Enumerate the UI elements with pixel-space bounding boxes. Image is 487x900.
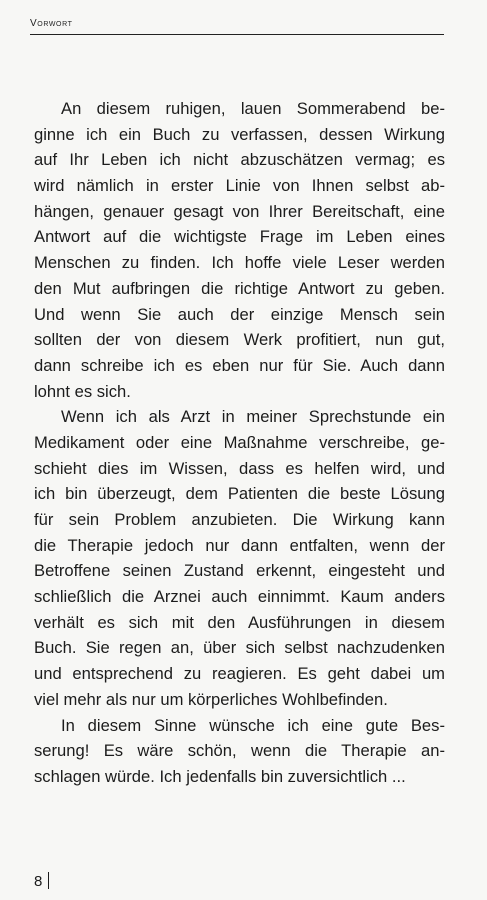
text-line: Und wenn Sie auch der einzige Mensch sein (34, 304, 445, 324)
text-line: wird nämlich in erster Linie von Ihnen selbst ab- (34, 176, 445, 196)
text-line: Medikament oder eine Maßnahme verschreibe, ge- (34, 432, 445, 452)
text-line: viel mehr als nur um körperliches Wohlbefinden. (34, 689, 388, 709)
text-line: ginne ich ein Buch zu verfassen, dessen Wirkung (34, 124, 445, 144)
page-number: 8 (34, 873, 43, 890)
text-line: ich bin überzeugt, dem Patienten die beste Lösung (34, 484, 445, 504)
text-line: sollten der von diesem Werk profitiert, nun gut, (34, 330, 445, 350)
text-line: schlagen würde. Ich jedenfalls bin zuversichtlich ... (34, 766, 406, 786)
body-text (34, 96, 445, 790)
text-line: hängen, genauer gesagt von Ihrer Bereitschaft, eine (34, 201, 445, 221)
text-line: serung! Es wäre schön, wenn die Therapie an- (34, 741, 445, 761)
text-line: schließlich die Arznei auch einnimmt. Kaum anders (34, 587, 445, 607)
paragraph-2 (34, 404, 445, 712)
text-line: An diesem ruhigen, lauen Sommerabend be- (61, 99, 445, 118)
text-line: den Mut aufbringen die richtige Antwort zu geben. (34, 278, 445, 298)
text-line: Betroffene seinen Zustand erkennt, eingesteht und (34, 561, 445, 581)
text-line: Buch. Sie regen an, über sich selbst nachzudenken (34, 638, 445, 658)
text-line: Antwort auf die wichtigste Frage im Leben eines (34, 227, 445, 247)
text-line: verhält es sich mit den Ausführungen in diesem (34, 612, 445, 632)
text-line: die Therapie jedoch nur dann entfalten, wenn der (34, 535, 445, 555)
text-line: Menschen zu finden. Ich hoffe viele Leser werden (34, 253, 445, 273)
text-line: In diesem Sinne wünsche ich eine gute Bes- (61, 715, 445, 735)
text-line: auf Ihr Leben ich nicht abzuschätzen vermag; es (34, 150, 445, 170)
footer-divider (48, 872, 49, 889)
text-line: lohnt es sich. (34, 381, 131, 401)
paragraph-1 (34, 96, 445, 404)
running-header (30, 14, 444, 35)
text-line: schieht dies im Wissen, dass es helfen wird, und (34, 458, 445, 478)
text-line: für sein Problem anzubieten. Die Wirkung kann (34, 510, 445, 529)
text-line: Wenn ich als Arzt in meiner Sprechstunde ein (61, 407, 445, 427)
page-footer (34, 872, 49, 890)
text-line: und entsprechend zu reagieren. Es geht dabei um (34, 664, 445, 684)
paragraph-3 (34, 713, 445, 790)
running-head-title: Vorwort (30, 18, 73, 29)
text-line: dann schreibe ich es eben nur für Sie. Auch dann (34, 355, 445, 375)
